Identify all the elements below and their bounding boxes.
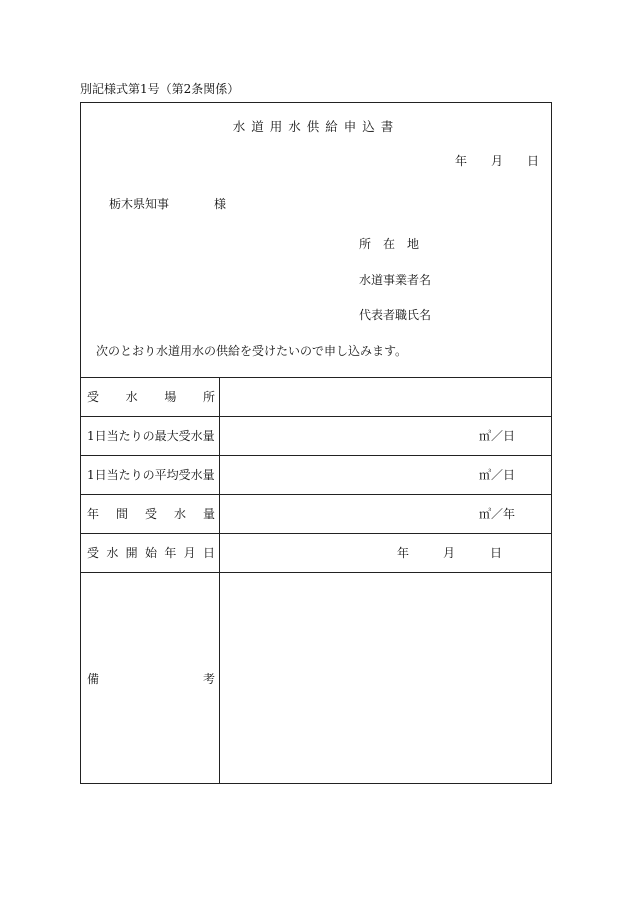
date-day-label: 日 xyxy=(527,154,540,168)
row-label-daily-max: 1日当たりの最大受水量 xyxy=(87,429,215,443)
row-divider xyxy=(81,494,551,495)
row-divider xyxy=(81,572,551,573)
row-divider xyxy=(81,533,551,534)
start-date-month-label: 月 xyxy=(443,546,456,560)
start-date-year-label: 年 xyxy=(397,546,410,560)
label-char: 開 xyxy=(125,546,138,560)
unit-daily-max: ㎥／日 xyxy=(479,429,516,443)
label-char: 水 xyxy=(173,507,186,521)
start-date-day-label: 日 xyxy=(490,546,503,560)
row-label-receiving-location xyxy=(87,391,215,403)
label-char: 間 xyxy=(115,507,128,521)
operator-name-field-label: 水道事業者名 xyxy=(359,273,432,287)
row-divider xyxy=(81,416,551,417)
row-label-start-date xyxy=(87,547,215,559)
form-title: 水道用水供給申込書 xyxy=(232,119,400,134)
form-number-label: 別記様式第1号（第2条関係） xyxy=(80,82,240,96)
label-char: 年 xyxy=(87,507,100,521)
application-form xyxy=(80,102,552,784)
label-char: 場 xyxy=(164,390,177,404)
label-column-divider xyxy=(219,377,220,783)
label-char: 受 xyxy=(87,546,100,560)
label-char: 水 xyxy=(106,546,119,560)
row-divider xyxy=(81,455,551,456)
unit-annual-volume: ㎥／年 xyxy=(479,507,516,521)
request-statement: 次のとおり水道用水の供給を受けたいので申し込みます。 xyxy=(96,344,408,358)
label-char: 日 xyxy=(202,546,215,560)
label-char: 受 xyxy=(144,507,157,521)
row-label-remarks xyxy=(87,673,215,685)
label-char: 水 xyxy=(125,390,138,404)
unit-daily-average: ㎥／日 xyxy=(479,468,516,482)
row-label-daily-average: 1日当たりの平均受水量 xyxy=(87,468,215,482)
row-label-annual-volume xyxy=(87,508,215,520)
label-char: 所 xyxy=(202,390,215,404)
address-field-label: 所 在 地 xyxy=(359,237,420,251)
addressee-name: 栃木県知事 xyxy=(109,197,170,211)
table-top-border xyxy=(81,377,551,378)
label-char: 始 xyxy=(144,546,157,560)
label-char: 年 xyxy=(164,546,177,560)
date-month-label: 月 xyxy=(491,154,504,168)
label-char: 受 xyxy=(87,390,100,404)
label-char: 備 xyxy=(87,672,100,686)
label-char: 考 xyxy=(202,672,215,686)
label-char: 月 xyxy=(183,546,196,560)
label-char: 量 xyxy=(202,507,215,521)
addressee-honorific: 様 xyxy=(214,197,227,211)
date-year-label: 年 xyxy=(455,154,468,168)
representative-field-label: 代表者職氏名 xyxy=(359,308,432,322)
